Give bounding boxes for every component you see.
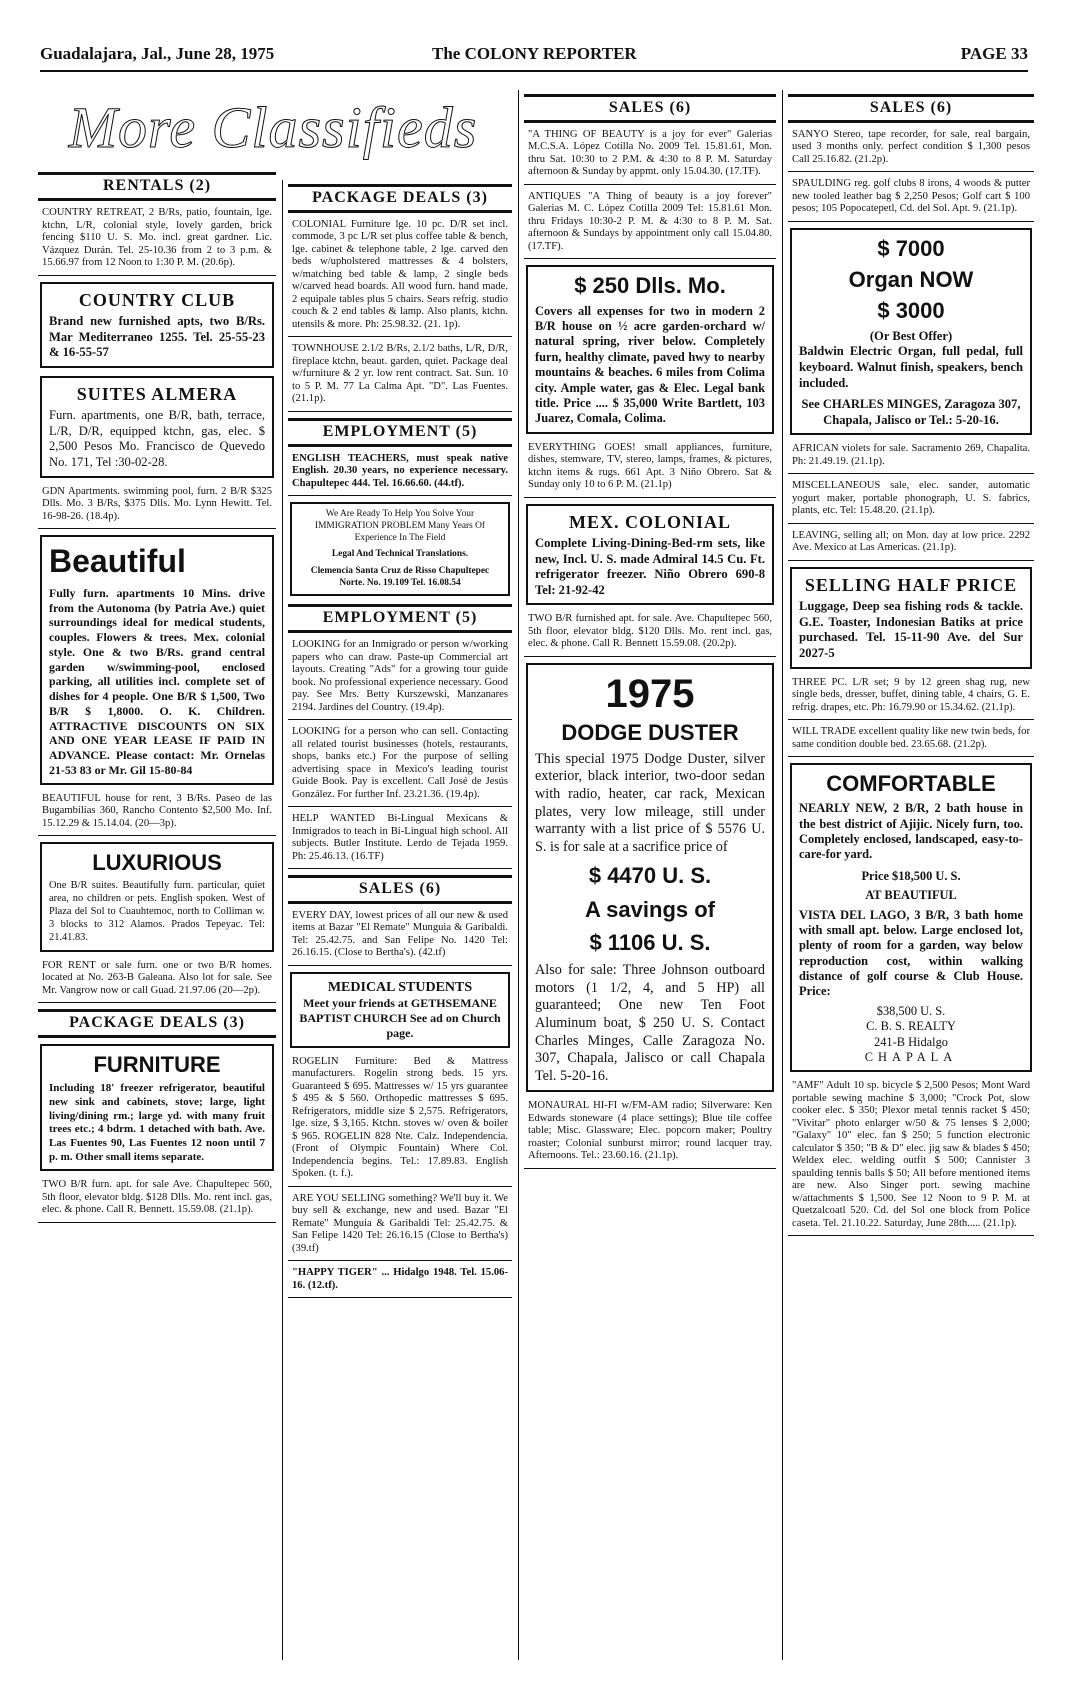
ad-title: FURNITURE: [93, 1052, 221, 1078]
ad-title: MEX. COLONIAL: [568, 511, 731, 532]
classified-ad: AFRICAN violets for sale. Sacramento 269, Chapalita. Ph: 21.49.19. (21.1p).: [788, 443, 1034, 474]
ad-title: COMFORTABLE: [826, 771, 996, 797]
ad-savings-label: A savings of: [585, 896, 715, 922]
ad-title: LUXURIOUS: [92, 850, 222, 876]
ad-text: Also for sale: Three Johnson outboard motors (1 1/2, 4, and 5 HP) all guaranteed; One new Ten Foot Aluminum boat, $ 250 U. S. Contact Charles Minges, Calle Zaragoza No. 307, Chapala, Jalisco or call Chapala Tel. 5-20-16.: [535, 962, 765, 1084]
boxed-ad: [526, 504, 774, 606]
classified-ad: GDN Apartments. swimming pool, furn. 2 B/R $325 Dlls. Mo. 3 B/Rs, $375 Dlls. Mo. Lynn Hewitt. Tel. 16-98-26. (18.4p).: [38, 486, 276, 530]
ad-title: DODGE DUSTER: [561, 720, 739, 746]
classified-ad: "HAPPY TIGER" ... Hidalgo 1948. Tel. 15.06-16. (12.tf).: [288, 1267, 512, 1298]
ad-text: NEARLY NEW, 2 B/R, 2 bath house in the best district of Ajijic. Nicely furn, too. Completely enclosed, landscaped, easy-to-care-for yard.: [799, 801, 1023, 862]
column-divider: [782, 90, 783, 1660]
classified-ad: ROGELIN Furniture: Bed & Mattress manufacturers. Rogelin strong beds. 15 yrs. Guaranteed $ 695. Mattresses w/ 15 yrs guarantee $ 495 & $ 560. Orthopedic mattresses $ 695. Refrigerators, middle size $ 2,575. Refrigerators, lge. size, $ 3,165. Ktchn. stoves w/ oven & boiler $ 965. ROGELIN 828 Nte. Calz. Independencia. (Front of Olympic Fountain) Where Col. Independencia begins. Tel.: 17.89.83. English Spoken. (t. f.).: [288, 1056, 512, 1187]
classified-ad: TOWNHOUSE 2.1/2 B/Rs, 2.1/2 baths, L/R, D/R, fireplace ktchn, beaut. garden, quiet. Package deal w/furniture & 2 yr. low rent contract. Sat. Sun. 10 to 5 P. M. 77 La Calma Apt. "D". Las Fuentes. (21.1p).: [288, 343, 512, 412]
ad-title: $ 3000: [877, 298, 945, 324]
classified-ad: MISCELLANEOUS sale, elec. sander, automatic yogurt maker, portable phonograph, U. S. fabrics, plants, etc. Tel: 15.48.20. (21.1p).: [788, 480, 1034, 524]
page-title: More Classifieds: [68, 95, 478, 160]
classified-ad: COLONIAL Furniture lge. 10 pc. D/R set incl. commode, 3 pc L/R set plus coffee table & bench, lge. cabinet & telephone table, 2 lge. carved den beds w/upholstered mattresses & 4 bolsters, w/matching bed table & lamp, 2 single beds w/carved head boards. All wood furn. hand made. 2 equipale tables plus 5 chairs. Sears refrig. studio couch & 2 end tables & lamp. Also plants, ktchn. utensils & more. Ph: 25.98.32. (21. 1p).: [288, 219, 512, 338]
ad-text: Including 18' freezer refrigerator, beautiful new sink and cabinets, stove; large, light living/dining rm.; large yd. with many fruit trees etc.; 4 bdrm. 1 detached with bath. Ave. Las Fuentes 90, Las Fuentes 12 noon until 7 p. m. Other small items separate.: [49, 1082, 265, 1163]
boxed-ad: [790, 567, 1032, 669]
ad-text: Brand new furnished apts, two B/Rs. Mar Mediterraneo 1255. Tel. 25-55-23 & 16-55-57: [49, 314, 265, 360]
classified-ad: LOOKING for a person who can sell. Contacting all related tourist businesses (hotels, restaurants, shops, banks etc.) For the purpose of selling advertising space in Mexico's leading tourist Guide Book. Pay is excellent. Call José de Jesús González. For further Inf. 23.21.36. (19.4p).: [288, 726, 512, 807]
section-package-deals: PACKAGE DEALS (3): [288, 184, 512, 213]
classified-ad: TWO B/R furnished apt. for sale. Ave. Chapultepec 560, 5th floor, elevator bldg. $120 Dlls. Mo. rent incl. gas, elec. & phone. Call R. Bennett 15.59.08. (20.2p).: [524, 613, 776, 657]
classified-ad: TWO B/R furn. apt. for sale Ave. Chapultepec 560, 5th floor, elevator bldg. $128 Dlls. Mo. rent incl. gas, elec. & phone. Call R. Bennett. 15.59.08. (21.1p).: [38, 1179, 276, 1223]
ad-city: CHAPALA: [864, 1049, 958, 1064]
header-page-number: PAGE 33: [960, 44, 1028, 63]
section-sales: SALES (6): [524, 94, 776, 123]
ad-title: $ 250 Dlls. Mo.: [574, 273, 726, 299]
column-3: [524, 90, 776, 1175]
classified-ad: SANYO Stereo, tape recorder, for sale, real bargain, used 3 months only. perfect condition $ 1,300 pesos Call 25.16.82. (21.2p).: [788, 129, 1034, 173]
ad-price: Price $18,500 U. S.: [861, 868, 961, 883]
ad-title: Beautiful: [49, 543, 186, 580]
ad-text: Furn. apartments, one B/R, bath, terrace, L/R, D/R, equipped ktchn, gas, elec. $ 2,500 Pesos Mo. Francisco de Quevedo No. 171, Tel :30-02-28.: [49, 408, 265, 470]
classified-ad: WILL TRADE excellent quality like new twin beds, for same condition double bed. 23.65.68. (21.2p).: [788, 726, 1034, 757]
boxed-ad: [790, 228, 1032, 435]
section-employment: EMPLOYMENT (5): [288, 418, 512, 447]
classified-ad: LEAVING, selling all; on Mon. day at low price. 2292 Ave. Mexico at Las Americas. (21.1p).: [788, 530, 1034, 561]
classified-ad: ARE YOU SELLING something? We'll buy it. We buy sell & exchange, new and used. Bazar "El Remate" Munguia & Garibaldi Tel: 25.42.75. & San Felipe 1420 Tel: 26.16.15 (Close to Bertha's) (39.tf): [288, 1193, 512, 1262]
boxed-ad: [40, 282, 274, 368]
classified-ad: "AMF" Adult 10 sp. bicycle $ 2,500 Pesos; Mont Ward portable sewing machine $ 3,000; "Crock Pot, slow cooker elec. $ 350; Plexor metal tennis racket $ 450; "Vivitar" photo enlarger w/50 & 75 lenses $ 2,000; "Galaxy" 10" elec. fan $ 250; 5 function electronic calculator $ 350; "B & D" elec. jig saw & blades $ 450; Weldex elec. welding outfit $ 500; Cannister 3 spaulding tennis balls $ 50; All before mentioned items are new. Also Singer port. sewing machine w/attachments $ 1,500. See 12 Noon to 9 P. M. at Quetzalcoatl 520. Cd. del Sol one block from Police caseta. Tel. 21.10.22. Saturday, June 28th..... (21.1p).: [788, 1080, 1034, 1236]
column-divider: [282, 180, 283, 1660]
column-2: [288, 180, 512, 1304]
ad-title: COUNTRY CLUB: [78, 289, 236, 310]
boxed-ad: [290, 972, 510, 1048]
ad-text: This special 1975 Dodge Duster, silver exterior, black interior, two-door sedan with radio, heater, car rack, Mexican plates, very low mileage, still under warranty with a list price of $ 5576 U. S. is for sale at a sacrifice price of: [535, 750, 765, 855]
ad-text: Complete Living-Dining-Bed-rm sets, like new, Incl. U. S. made Admiral 14.5 Cu. Ft. refrigerator freezer. Niño Obrero 690-8 Tel: 21-92-42: [535, 535, 765, 597]
boxed-ad: [40, 842, 274, 952]
ad-title: MEDICAL STUDENTS: [327, 979, 473, 995]
ad-text: Luggage, Deep sea fishing rods & tackle. G.E. Toaster, Indonesian Batiks at price purchased. Tel. 15-11-90 Ave. del Sur 2027-5: [799, 599, 1023, 660]
ad-address: 241-B Hidalgo: [874, 1034, 948, 1049]
ad-company: C. B. S. REALTY: [866, 1019, 956, 1034]
section-employment: EMPLOYMENT (5): [288, 604, 512, 633]
ad-text: We Are Ready To Help You Solve Your IMMIGRATION PROBLEM Many Years Of Experience In The Field: [314, 509, 486, 543]
ad-subheading: AT BEAUTIFUL: [865, 888, 957, 903]
boxed-ad: [290, 502, 510, 596]
ad-title: $ 7000: [877, 235, 945, 261]
ad-text: Fully furn. apartments 10 Mins. drive from the Autonoma (by Patria Ave.) quiet surroundings ideal for medical students, couples. Flowers & trees. Mex. colonial style. One & two B/Rs. grand central garden w/swimming-pool, enclosed parking, all utilities incl. complete set of dishes for 4 people. One B/R $ 1,500, Two B/R $ 1,8000. O. K. Children. ATTRACTIVE DISCOUNTS ON SIX AND ONE YEAR LEASE IF PAID IN ADVANCE. Please contact: Mr. Ornelas 21-53 83 or Mr. Gil 15-80-84: [49, 585, 265, 777]
ad-subtitle: (Or Best Offer): [869, 328, 953, 343]
ad-price: $ 4470 U. S.: [588, 863, 712, 889]
page-header: [40, 44, 1028, 70]
ad-title: SUITES ALMERA: [76, 383, 238, 404]
ad-title: SELLING HALF PRICE: [804, 574, 1018, 595]
classified-ad: COUNTRY RETREAT, 2 B/Rs, patio, fountain, lge. ktchn, L/R, colonial style, lovely garden, brick fencing $110 U. S. Mo. incl. great gardner. Lic. Vázquez Durán. Tel. 25-10.36 from 2 to 3 p.m. & 15.66.97 from 12 Noon to 1:30 P. M. (20.6p).: [38, 207, 276, 276]
header-rule: [40, 70, 1028, 72]
column-4: [788, 90, 1034, 1242]
ad-text: Covers all expenses for two in modern 2 B/R house on ½ acre garden-orchard w/ natural spring, river below. Completely furn, healthy climate, paved hwy to nearby mountains & beaches. 6 miles from Colima city. Ample water, gas & Elec. Legal bank title. Price .... $ 35,000 Write Bartlett, 103 Juarez, Comala, Colima.: [535, 303, 765, 426]
header-publication: The COLONY REPORTER: [432, 44, 637, 63]
boxed-ad: [526, 663, 774, 1093]
classified-ad: "A THING OF BEAUTY is a joy for ever" Galerias M.C.S.A. López Cotilla No. 2009 Tel. 15.81.61, Mon. thru Sat. 10:30 to 2 P.M. & 4:30 to 8 P. M. Saturday afternoon & Sunday by appmt. only 15.04.30. (17.TF).: [524, 129, 776, 185]
ad-contact: See CHARLES MINGES, Zaragoza 307, Chapala, Jalisco or Tel.: 5-20-16.: [801, 397, 1021, 427]
classified-ad: LOOKING for an Inmigrado or person w/working papers who can draw. Paste-up Commercial art layouts. Creating "Ads" for a growing tour guide book. No professional experience necessary. Good pay. See Mrs. Betty Kurszewski, Manzanares 2194. Jardines del Country. (19.4p).: [288, 639, 512, 720]
ad-text: Meet your friends at GETHSEMANE BAPTIST CHURCH See ad on Church page.: [299, 996, 501, 1041]
ad-text: Baldwin Electric Organ, full pedal, full keyboard. Walnut finish, speakers, bench included.: [799, 344, 1023, 390]
ad-text: Legal And Technical Translations.: [331, 549, 469, 560]
classified-ad: SPAULDING reg. golf clubs 8 irons, 4 woods & putter new tooled leather bag $ 2,250 Pesos; Golf cart $ 100 pesos; 105 Popocatepetl, Cd. del Sol. Apt. 9. (21.1p).: [788, 178, 1034, 222]
header-dateline: Guadalajara, Jal., June 28, 1975: [40, 44, 275, 63]
classified-ad: THREE PC. L/R set; 9 by 12 green shag rug, new single beds, dresser, buffet, dining table, 4 chairs, G. E. refrig. drapes, etc. Ph: 16.79.90 or 15.34.62. (21.1p).: [788, 677, 1034, 721]
boxed-ad: [526, 265, 774, 433]
ad-savings: $ 1106 U. S.: [589, 929, 711, 955]
classified-ad: ANTIQUES "A Thing of beauty is a joy forever" Galerias M. C. López Cotilla 2009 Tel: 15.81.61 Mon. thru Fridays 10:30-2 P. M. & 4:30 to 8 P. M. Sat. afternoon & Sundays by appointment only call 15.04.80. (17.TF).: [524, 191, 776, 260]
boxed-ad: [40, 1044, 274, 1171]
classified-ad: EVERY DAY, lowest prices of all our new & used items at Bazar "El Remate" Munguia & Garibaldi. Tel: 25.42.75. and San Felipe No. 1420 Tel: 26.16.15. (Close to Bertha's). (42.tf): [288, 910, 512, 966]
boxed-ad: [40, 535, 274, 784]
classified-ad: ENGLISH TEACHERS, must speak native English. 20.30 years, no experience necessary. Chapultepec 444. Tel. 16.66.60. (44.tf).: [288, 453, 512, 497]
section-sales: SALES (6): [288, 875, 512, 904]
ad-price: $38,500 U. S.: [876, 1003, 946, 1018]
classified-ad: MONAURAL HI-FI w/FM-AM radio; Silverware: Ken Edwards stoneware (4 place settings); Blue tile coffee table; Misc. Glassware; Elec. popcorn maker; Poultry roaster; Colonial sunburst mirror; round lacquer tray. Afternoons. Tel.: 23.60.16. (21.1p).: [524, 1100, 776, 1169]
ad-text: VISTA DEL LAGO, 3 B/R, 3 bath home with small apt. below. Large enclosed lot, plenty of room for a garden, way below reproduction cost, within walking distance of golf course & Club House. Price:: [799, 907, 1023, 999]
ad-text: One B/R suites. Beautifully furn. particular, quiet area, no children or pets. English spoken. West of Plaza del Sol to Cuauhtemoc, north to Colliman w. 3 blocks to 312 Alamos. Prados Tepeyac. Tel: 21.41.83.: [49, 880, 265, 943]
boxed-ad: [790, 763, 1032, 1072]
classified-ad: EVERYTHING GOES! small appliances, furniture, dishes, stemware, TV, stereo, lamps, frames, & pictures, ktchn items & rugs. 661 Apt. 3 Niño Obrero. Sat & Sunday only 10 to 6 P. M. (21.1p): [524, 442, 776, 498]
classified-ad: BEAUTIFUL house for rent, 3 B/Rs. Paseo de las Bugambilias 360, Rancho Contento $2,500 Mo. Inf. 15.12.29 & 15.14.04. (20—3p).: [38, 793, 276, 837]
boxed-ad: [40, 376, 274, 478]
ad-year: 1975: [605, 671, 695, 716]
classified-ad: HELP WANTED Bi-Lingual Mexicans & Inmigrados to teach in Bi-Lingual high school. All subjects. Butler Institute. Lerdo de Tejada 1959. Ph: 25.46.13. (16.TF): [288, 813, 512, 869]
section-sales: SALES (6): [788, 94, 1034, 123]
ad-title: Organ NOW: [848, 267, 974, 293]
ad-contact: Clemencia Santa Cruz de Risso Chapultepec Norte. No. 19.109 Tel. 16.08.54: [310, 565, 490, 588]
section-package-deals: PACKAGE DEALS (3): [38, 1009, 276, 1038]
classified-ad: FOR RENT or sale furn. one or two B/R homes. located at No. 263-B Galeana. Also lot for sale. See Mr. Vangrow now or call Guad. 21.97.06 (20—2p).: [38, 960, 276, 1004]
section-rentals: RENTALS (2): [38, 172, 276, 201]
column-divider: [518, 90, 519, 1660]
